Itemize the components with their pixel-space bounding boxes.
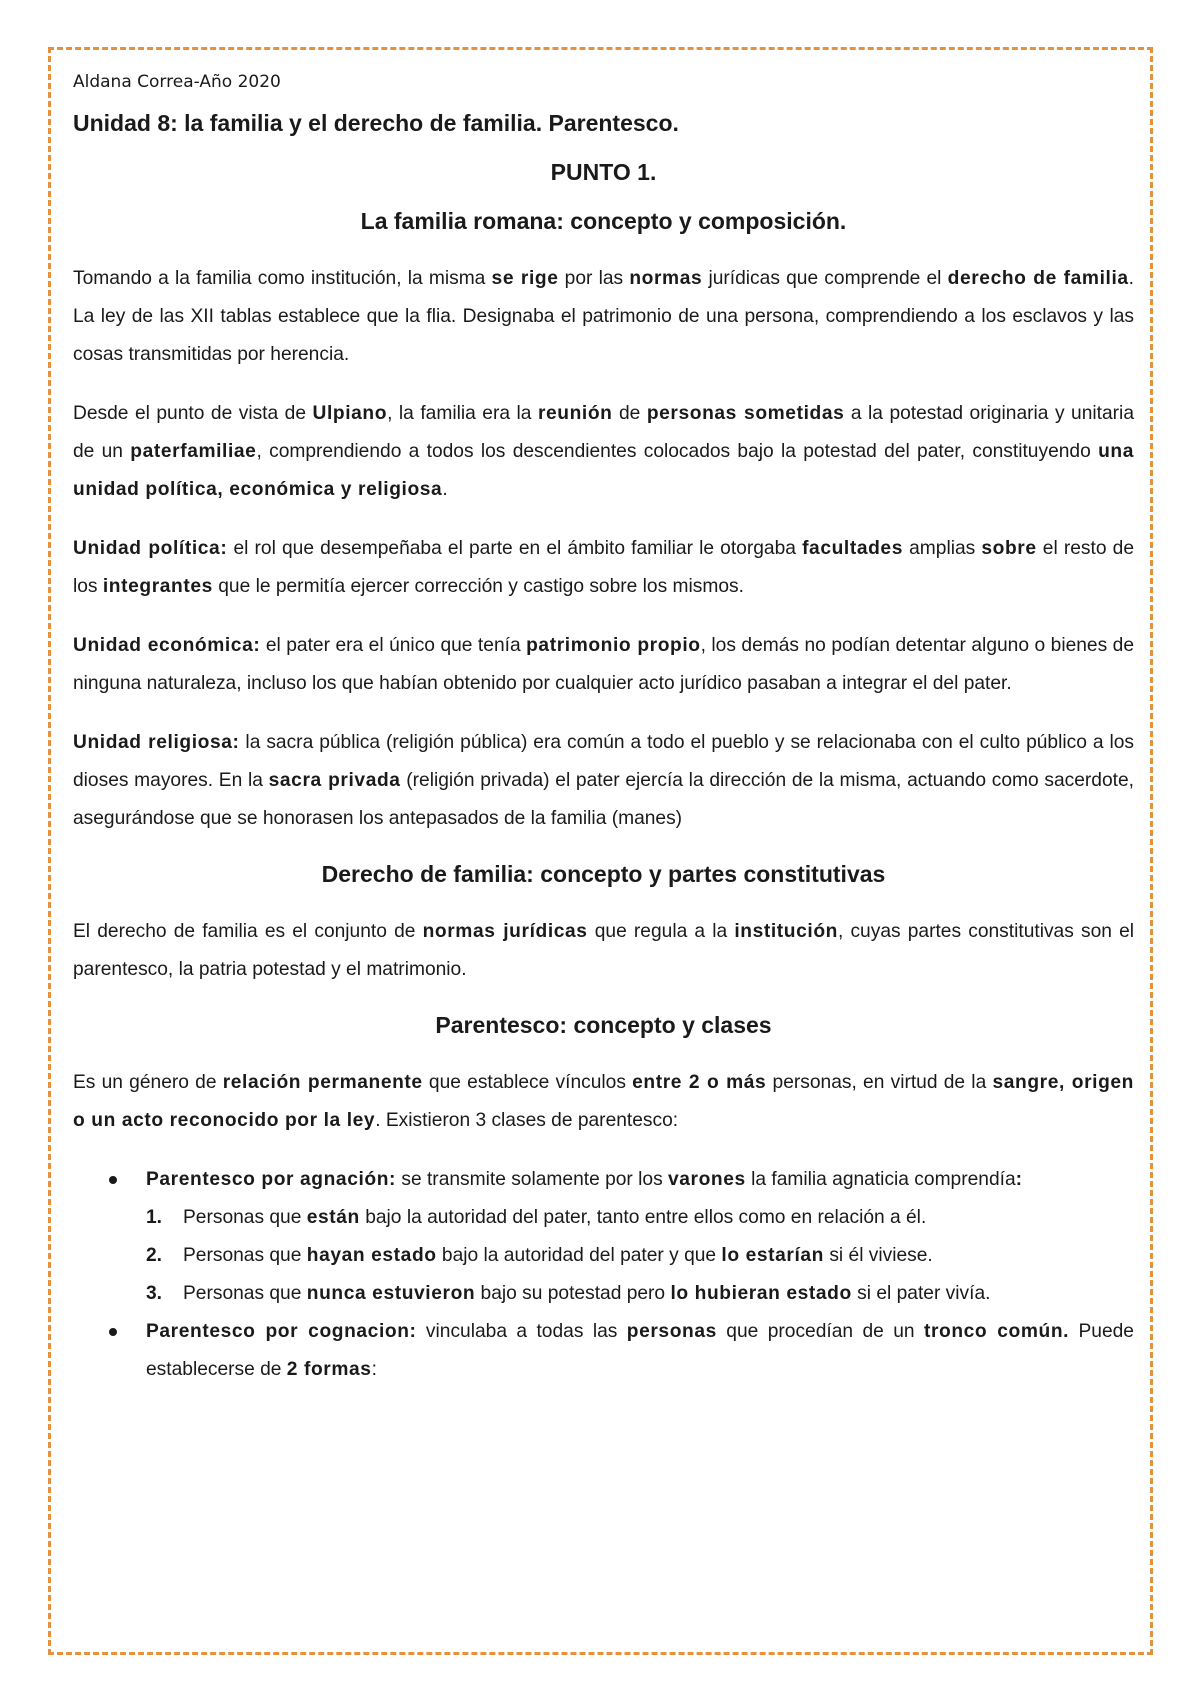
bold-run: Unidad política: — [73, 538, 228, 559]
bold-run: Unidad religiosa: — [73, 732, 240, 753]
list-item — [146, 1275, 1134, 1313]
text-run: Puede establecerse de — [146, 1321, 1134, 1380]
text-run: . — [442, 479, 448, 500]
text-run: , los demás no podían detentar alguno o bienes de ninguna naturaleza, incluso los que habían obtenido por cualquier acto jurídico pasaban a integrar el del pater. — [73, 635, 1135, 694]
text-run: de — [612, 403, 647, 424]
text-run: Personas que — [183, 1245, 307, 1266]
text-run: que le permitía ejercer corrección y castigo sobre los mismos. — [212, 576, 744, 597]
text-run: a la potestad originaria y unitaria de un — [73, 403, 1134, 462]
header-note: Aldana Correa-Año 2020 — [73, 72, 281, 92]
parentesco-list — [73, 1161, 1134, 1389]
text-run: el resto de los — [73, 538, 1135, 597]
bold-run: Ulpiano — [312, 403, 388, 424]
paragraph-unidad-politica — [73, 530, 1134, 606]
section-heading-familia-romana: La familia romana: concepto y composición. — [360, 208, 847, 234]
text-run: si el pater vivía. — [851, 1283, 991, 1304]
text-run: , cuyas partes constitutivas son el parentesco, la patria potestad y el matrimonio. — [73, 921, 1135, 980]
text-run: . La ley de las XII tablas establece que la flia. Designaba el patrimonio de una persona, comprendiendo a los esclavos y las cosas transmitidas por herencia. — [73, 268, 1134, 365]
bold-run: integrantes — [102, 576, 213, 597]
document-title: Unidad 8: la familia y el derecho de familia. Parentesco. — [73, 110, 679, 136]
document-content — [73, 70, 1134, 1389]
bullet-icon — [109, 1328, 117, 1336]
text-run: bajo la autoridad del pater, tanto entre ellos como en relación a él. — [359, 1207, 927, 1228]
bold-run: Parentesco por agnación: — [146, 1169, 397, 1190]
bold-run: reunión — [537, 403, 613, 424]
text-run: Personas que — [183, 1207, 307, 1228]
bold-run: se rige — [491, 268, 559, 289]
text-run: la sacra pública (religión pública) era común a todo el pueblo y se relacionaba con el culto público a los dioses mayores. En la — [73, 732, 1134, 791]
punto-heading: PUNTO 1. — [550, 159, 657, 185]
bold-run: están — [306, 1207, 360, 1228]
bold-run: facultades — [802, 538, 903, 559]
bold-run: Parentesco por cognacion: — [146, 1321, 417, 1342]
bold-run: 2 formas — [286, 1359, 372, 1380]
text-run: que regula a la — [587, 921, 735, 942]
text-run: la familia agnaticia comprendía — [745, 1169, 1016, 1190]
bold-run: derecho de familia — [947, 268, 1129, 289]
bold-run: patrimonio propio — [526, 635, 701, 656]
text-run: Tomando a la familia como institución, la misma — [73, 268, 492, 289]
bold-run: lo hubieran estado — [670, 1283, 852, 1304]
section-heading-derecho-familia: Derecho de familia: concepto y partes constitutivas — [321, 861, 886, 887]
text-run: personas, en virtud de la — [766, 1072, 993, 1093]
bold-run: sangre, origen o un acto reconocido por la ley — [73, 1072, 1134, 1131]
section-heading-parentesco: Parentesco: concepto y clases — [435, 1012, 772, 1038]
bold-run: varones — [668, 1169, 746, 1190]
text-run: que procedían de un — [716, 1321, 924, 1342]
paragraph-unidad-religiosa — [73, 724, 1134, 838]
bold-run: institución — [734, 921, 838, 942]
text-run: Es un género de — [73, 1072, 223, 1093]
paragraph-familia-institucion — [73, 260, 1134, 374]
paragraph-ulpiano — [73, 395, 1134, 509]
list-item — [146, 1199, 1134, 1237]
bold-run: lo estarían — [721, 1245, 824, 1266]
paragraph-unidad-economica — [73, 627, 1134, 703]
text-run: Desde el punto de vista de — [73, 403, 313, 424]
bold-run: sobre — [981, 538, 1037, 559]
agnacion-sublist — [146, 1199, 1134, 1313]
text-run: si él viviese. — [824, 1245, 933, 1266]
text-run: . Existieron 3 clases de parentesco: — [375, 1110, 679, 1131]
bold-run: una unidad política, económica y religiosa — [73, 441, 1134, 500]
list-item-agnacion — [73, 1161, 1134, 1313]
bold-run: nunca estuvieron — [306, 1283, 476, 1304]
bold-run: normas jurídicas — [422, 921, 588, 942]
bold-run: : — [1015, 1169, 1023, 1190]
list-item — [146, 1237, 1134, 1275]
bold-run: entre 2 o más — [632, 1072, 767, 1093]
text-run: : — [371, 1359, 377, 1380]
text-run: (religión privada) el pater ejercía la dirección de la misma, actuando como sacerdote, asegurándose que se honorasen los antepasados de la familia (manes) — [73, 770, 1134, 829]
paragraph-derecho-familia — [73, 913, 1134, 989]
text-run: Personas que — [183, 1283, 307, 1304]
paragraph-parentesco — [73, 1064, 1134, 1140]
text-run: se transmite solamente por los — [396, 1169, 668, 1190]
text-run: el rol que desempeñaba el parte en el ámbito familiar le otorgaba — [227, 538, 803, 559]
bullet-icon — [109, 1176, 117, 1184]
text-run: el pater era el único que tenía — [260, 635, 527, 656]
list-number: 2. — [146, 1245, 163, 1266]
text-run: amplias — [902, 538, 982, 559]
text-run: que establece vínculos — [422, 1072, 633, 1093]
text-run: El derecho de familia es el conjunto de — [73, 921, 423, 942]
text-run: , la familia era la — [387, 403, 538, 424]
bold-run: tronco común. — [923, 1321, 1070, 1342]
bold-run: normas — [629, 268, 703, 289]
text-run: bajo su potestad pero — [475, 1283, 671, 1304]
text-run: , comprendiendo a todos los descendientes colocados bajo la potestad del pater, constituyendo — [256, 441, 1099, 462]
text-run: vinculaba a todas las — [416, 1321, 627, 1342]
bold-run: paterfamiliae — [130, 441, 257, 462]
bold-run: personas — [626, 1321, 717, 1342]
text-run: por las — [558, 268, 630, 289]
bold-run: relación permanente — [222, 1072, 423, 1093]
bold-run: hayan estado — [306, 1245, 437, 1266]
text-run: jurídicas que comprende el — [702, 268, 948, 289]
list-number: 3. — [146, 1283, 163, 1304]
list-item-cognacion — [73, 1313, 1134, 1389]
list-number: 1. — [146, 1207, 163, 1228]
bold-run: Unidad económica: — [73, 635, 261, 656]
text-run: bajo la autoridad del pater y que — [436, 1245, 722, 1266]
bold-run: sacra privada — [268, 770, 401, 791]
bold-run: personas sometidas — [646, 403, 845, 424]
